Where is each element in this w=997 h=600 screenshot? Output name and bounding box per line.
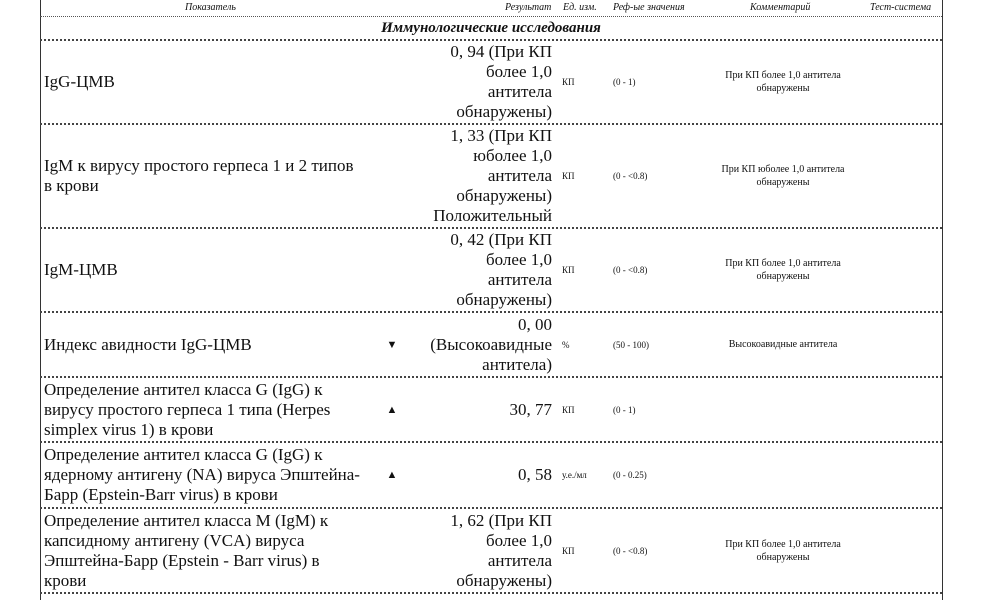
row-unit: КП	[562, 77, 575, 87]
row-flag-icon	[382, 509, 402, 592]
row-result: 0, 00 (Высокоавидные антитела)	[430, 314, 552, 374]
row-flag-icon: ▲	[386, 469, 398, 481]
row-unit: %	[562, 339, 570, 350]
row-indicator-name: Индекс авидности IgG-ЦМВ	[44, 334, 252, 354]
row-flag-icon	[382, 125, 402, 227]
row-comment: При КП более 1,0 антитела обнаружены	[725, 258, 841, 282]
header-result: Результат	[505, 2, 552, 13]
row-comment: При КП более 1,0 антитела обнаружены	[725, 70, 841, 94]
row-indicator-name: IgG-ЦМВ	[44, 72, 115, 91]
table-row	[40, 41, 942, 125]
row-flag-icon: ▲	[386, 403, 398, 416]
row-comment	[702, 378, 864, 441]
table-row	[40, 125, 942, 229]
row-reference: (0 - 1)	[613, 404, 636, 415]
table-border-right	[942, 0, 943, 600]
row-unit: КП	[562, 265, 575, 275]
row-indicator-name: IgM-ЦМВ	[44, 260, 118, 279]
row-comment: При КП более 1,0 антитела обнаружены	[725, 538, 841, 563]
row-reference: (50 - 100)	[613, 339, 649, 350]
header-indicator: Показатель	[185, 2, 236, 13]
row-unit: КП	[562, 171, 575, 181]
row-result: 0, 42 (При КП более 1,0 антитела обнаружены)	[450, 230, 552, 309]
row-indicator-name: Определение антител класса G (IgG) к вирусу простого герпеса 1 типа (Herpes simplex virus 1) в крови	[44, 379, 331, 439]
row-unit: КП	[562, 404, 575, 415]
row-indicator-name: IgM к вирусу простого герпеса 1 и 2 типов в крови	[44, 156, 354, 195]
row-result: 1, 62 (При КП более 1,0 антитела обнаружены)	[450, 510, 552, 590]
row-unit: у.е./мл	[562, 470, 587, 480]
table-row	[40, 378, 942, 443]
row-indicator-name: Определение антител класса G (IgG) к ядерному антигену (NA) вируса Эпштейна- Барр (Epstein-Barr virus) в крови	[44, 445, 360, 504]
row-comment: При КП юболее 1,0 антитела обнаружены	[721, 164, 845, 188]
section-title: Иммунологические исследования	[40, 17, 942, 41]
row-flag-icon	[382, 229, 402, 311]
row-indicator-name: Определение антител класса M (IgM) к капсидному антигену (VCA) вируса Эпштейна-Барр (Epstein - Barr virus) в крови	[44, 510, 329, 590]
header-system: Тест-система	[870, 2, 932, 13]
header-ref: Реф-ые значения	[613, 2, 685, 13]
row-comment	[702, 443, 864, 507]
table-row	[40, 313, 942, 378]
row-unit: КП	[562, 545, 575, 556]
results-table	[40, 0, 942, 600]
row-result: 1, 33 (При КП юболее 1,0 антитела обнаружены) Положительный	[433, 126, 552, 225]
header-comment: Комментарий	[750, 2, 811, 13]
row-reference: (0 - <0.8)	[613, 265, 648, 275]
table-row	[40, 443, 942, 509]
row-result: 0, 58	[518, 465, 552, 484]
row-flag-icon: ▼	[386, 338, 398, 351]
row-result: 30, 77	[509, 399, 552, 419]
row-result: 0, 94 (При КП более 1,0 антитела обнаружены)	[450, 42, 552, 121]
row-reference: (0 - 1)	[613, 77, 636, 87]
row-comment: Высокоавидные антитела	[728, 339, 838, 350]
row-reference: (0 - <0.8)	[613, 171, 648, 181]
row-flag-icon	[382, 41, 402, 123]
row-reference: (0 - 0.25)	[613, 470, 647, 480]
table-row	[40, 509, 942, 594]
table-header	[40, 0, 942, 17]
header-unit: Ед. изм.	[563, 2, 597, 13]
row-reference: (0 - <0.8)	[613, 545, 648, 556]
table-row	[40, 229, 942, 313]
